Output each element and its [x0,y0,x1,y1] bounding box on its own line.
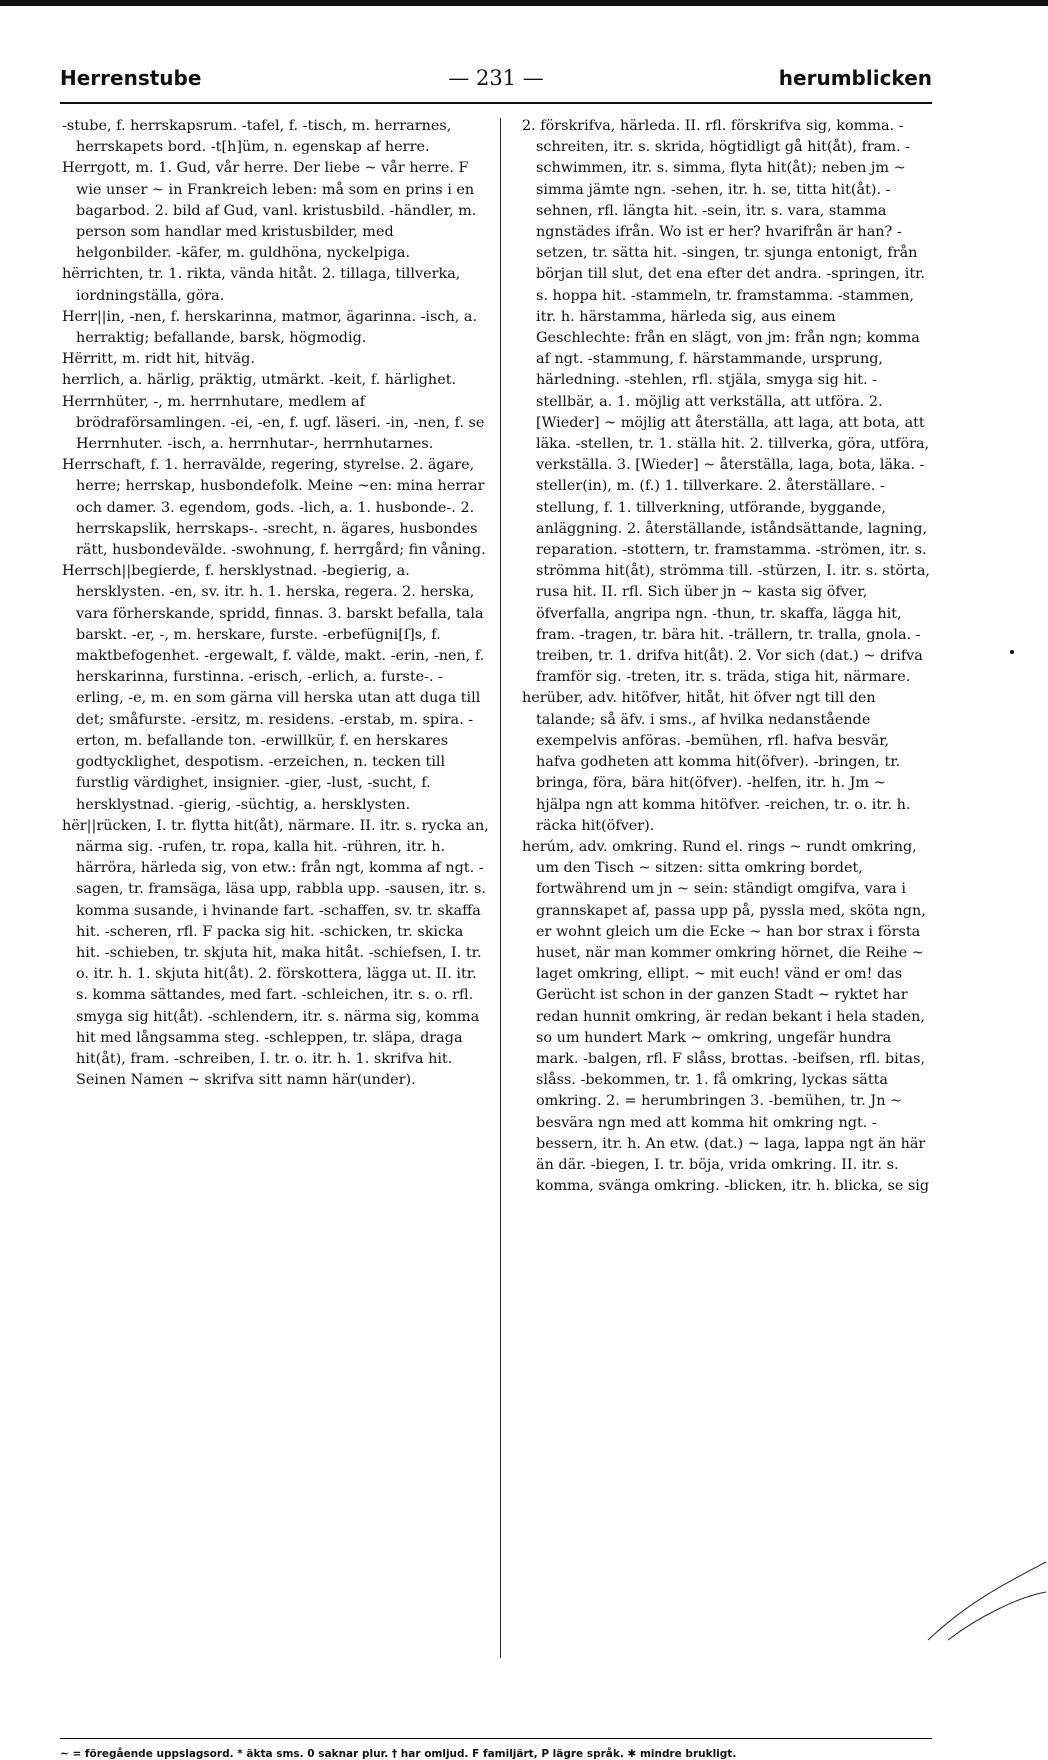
entry: 2. förskrifva, härleda. II. rfl. förskrifva sig, komma. -schreiten, itr. s. skrida, högtidligt gå hit(åt), fram. -schwimmen, itr. s. simma, flyta hit(åt); neben jm ~ simma jämte ngn. -sehen, itr. h. se, titta hit(åt). -sehnen, rfl. längta hit. -sein, itr. s. vara, stamma ngnstädes ifrån. Wo ist er her? hvarifrån är han? -setzen, tr. sätta hit. -singen, tr. sjunga entonigt, från början till slut, det ena efter det andra. -springen, itr. s. hoppa hit. -stammeln, tr. framstamma. -stammen, itr. h. härstamma, härleda sig, aus einem Geschlechte: från en slägt, von jm: från ngn; komma af ngt. -stammung, f. härstammande, ursprung, härledning. -stehlen, rfl. stjäla, smyga sig hit. -stellbär, a. 1. möjlig att verkställa, att utföra. 2. [Wieder] ~ möjlig att återställa, att laga, att bota, att läka. -stellen, tr. 1. ställa hit. 2. tillverka, göra, utföra, verkställa. 3. [Wieder] ~ återställa, laga, bota, läka. -steller(in), m. (f.) 1. tillverkare. 2. återställare. -stellung, f. 1. tillverkning, utförande, byggande, anläggning. 2. återställande, iståndsättande, lagning, reparation. -stottern, tr. framstamma. -strömen, itr. s. strömma hit(åt), strömma till. -stürzen, I. itr. s. störta, rusa hit. II. rfl. Sich über jn ~ kasta sig öfver, öfverfalla, angripa ngn. -thun, tr. skaffa, lägga hit, fram. -tragen, tr. bära hit. -trällern, tr. tralla, gnola. -treiben, tr. 1. drifva hit(åt). 2. Vor sich (dat.) ~ drifva framför sig. -treten, itr. s. träda, stiga hit, närmare. [522,118,930,686]
header-right-guideword: herumblicken [778,66,932,90]
page-number: — 231 — [448,66,544,90]
header-left-guideword: Herrenstube [60,66,202,90]
header-rule [60,102,932,104]
right-column [522,116,932,1726]
page-header [60,66,932,98]
top-border [0,0,1048,6]
entry: Herrgott, m. 1. Gud, vår herre. Der liebe ~ vår herre. F wie unser ~ in Frankreich leben: må som en prins i en bagarbod. 2. bild af Gud, vanl. kristusbild. -händler, m. person som handlar med kristusbilder, med helgonbilder. -käfer, m. guldhöna, nyckelpiga. [62,160,477,262]
pencil-scratch-mark [908,1502,1048,1642]
entry: hër||rücken, I. tr. flytta hit(åt), närmare. II. itr. s. rycka an, närma sig. -rufen, tr. ropa, kalla hit. -rühren, itr. h. härröra, härleda sig, von etw.: från ngt, komma af ngt. -sagen, tr. framsäga, läsa upp, rabbla upp. -sausen, itr. s. komma susande, i hvinande fart. -schaffen, sv. tr. skaffa hit. -scheren, rfl. F packa sig hit. -schicken, tr. skicka hit. -schieben, tr. skjuta hit, maka hitåt. -schiefsen, I. tr. o. itr. h. 1. skjuta hit(åt). 2. förskottera, lägga ut. II. itr. s. komma sättandes, med fart. -schleichen, itr. s. o. rfl. smyga sig hit(åt). -schlendern, itr. s. närma sig, komma hit med långsamma steg. -schleppen, tr. släpa, draga hit(åt), fram. -schreiben, I. tr. o. itr. h. 1. skrifva hit. Seinen Namen ~ skrifva sitt namn här(under). [62,817,489,1089]
entry: Hërritt, m. ridt hit, hitväg. [62,351,255,368]
entry: herüber, adv. hitöfver, hitåt, hit öfver ngt till den talande; så äfv. i sms., af hvilka nedanstående exempelvis anföras. -bemühen, rfl. hafva besvär, hafva godheten att komma hit(öfver). -bringen, tr. bringa, föra, bära hit(öfver). -helfen, itr. h. Jm ~ hjälpa ngn att komma hitöfver. -reichen, tr. o. itr. h. räcka hit(öfver). [522,690,911,834]
left-column [62,116,490,1726]
footer-rule [60,1738,932,1739]
entry: Herrsch||begierde, f. hersklystnad. -begierig, a. hersklysten. -en, sv. itr. h. 1. herska, regera. 2. herska, vara förherskande, spridd, finnas. 3. barskt befalla, tala barskt. -er, -, m. herskare, furste. -erbefügni[ſ]s, f. maktbefogenhet. -ergewalt, f. välde, makt. -erin, -nen, f. herskarinna, furstinna. -erisch, -erlich, a. furste-. -erling, -e, m. en som gärna vill herska utan att duga till det; småfurste. -ersitz, m. residens. -erstab, m. spira. -erton, m. befallande ton. -erwillkür, f. en herskares godtycklighet, despotism. -erzeichen, n. tecken till furstlig värdighet, insignier. -gier, -lust, -sucht, f. hersklystnad. -gierig, -süchtig, a. hersklysten. [62,563,485,813]
margin-dot [1010,650,1014,654]
entry: herrlich, a. härlig, präktig, utmärkt. -keit, f. härlighet. [62,372,457,389]
entry: Herrnhüter, -, m. herrnhutare, medlem af brödraförsamlingen. -ei, -en, f. ugf. läseri. -in, -nen, f. se Herrnhuter. -isch, a. herrnhutar-, herrnhutarnes. [62,393,485,453]
column-divider [500,118,501,1658]
entry: Herr||in, -nen, f. herskarinna, matmor, ägarinna. -isch, a. herraktig; befallande, barsk, högmodig. [62,308,478,347]
entry: hërrichten, tr. 1. rikta, vända hitåt. 2. tillaga, tillverka, iordningställa, göra. [62,266,461,304]
entry: Herrschaft, f. 1. herravälde, regering, styrelse. 2. ägare, herre; herrskap, husbondefolk. Meine ~en: mina herrar och damer. 3. egendom, gods. -lich, a. 1. husbonde-. 2. herrskapslik, herrskaps-. -srecht, n. ägares, husbondes rätt, husbondevälde. -swohnung, f. herrgård; fin våning. [62,457,486,559]
entry: herúm, adv. omkring. Rund el. rings ~ rundt omkring, um den Tisch ~ sitzen: sitta omkring bordet, fortwährend um jn ~ sein: ständigt omgifva, vara i grannskapet af, passa upp på, pyssla med, sköta ngn, er wohnt gleich um die Ecke ~ han bor strax i första huset, när man kommer omkring hörnet, die Reihe ~ laget omkring, ellipt. ~ mit euch! vänd er om! das Gerücht ist schon in der ganzen Stadt ~ ryktet har redan hunnit omkring, är redan bekant i hela staden, so um hundert Mark ~ omkring, ungefär hundra mark. -balgen, rfl. F slåss, brottas. -beifsen, rfl. bitas, slåss. -bekommen, tr. 1. få omkring, lyckas sätta omkring. 2. = herumbringen 3. -bemühen, tr. Jn ~ besvära ngn med att komma hit omkring ngt. -bessern, itr. h. An etw. (dat.) ~ laga, lappa ngt än här än där. -biegen, I. tr. böja, vrida omkring. II. itr. s. komma, svänga omkring. -blicken, itr. h. blicka, se sig [522,838,930,1195]
footer-legend: ~ = föregående uppslagsord. * äkta sms. 0 saknar plur. † har omljud. F familjärt, P lägre språk. ✱ mindre brukligt. [60,1748,737,1760]
entry: -stube, f. herrskapsrum. -tafel, f. -tisch, m. herrarnes, herrskapets bord. -t[h]üm, n. egenskap af herre. [62,118,452,156]
